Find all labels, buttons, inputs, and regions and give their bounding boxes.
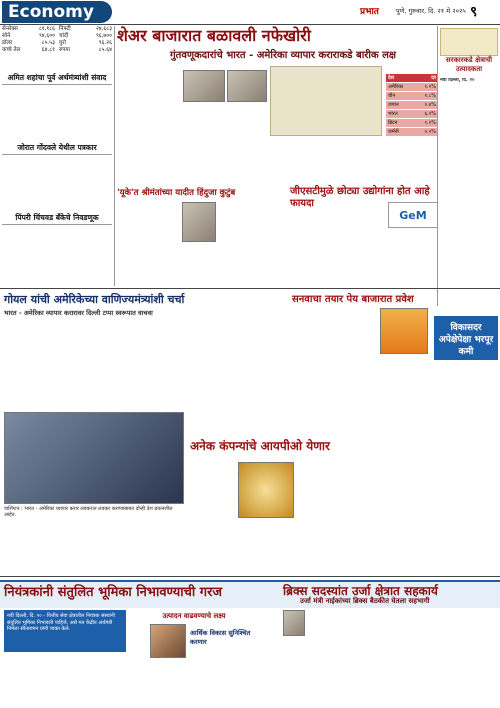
- market-label: रुपया: [59, 47, 71, 53]
- market-summary: [2, 26, 112, 70]
- left-h1: अमित शहांचा पूर्व अर्थमंत्र्यांशी संवाद: [2, 72, 112, 85]
- market-label: सोने: [2, 33, 11, 39]
- gem-logo: GeM: [388, 202, 438, 228]
- left-body-1: [2, 85, 112, 140]
- market-value: २४,६८३: [95, 26, 112, 32]
- goyal-body-2: [78, 318, 148, 408]
- drink-headline: सनवाचा तयार पेय बाजारात प्रवेश: [292, 294, 414, 305]
- table-row: [386, 83, 438, 92]
- gst-headline: जीएसटीमुळे छोट्या उद्योगांना होत आहे फायदा: [290, 186, 430, 209]
- column-rule: [114, 26, 115, 286]
- market-label: चांदी: [59, 33, 69, 39]
- right-top-photo: [440, 28, 498, 56]
- main-headline: शेअर बाजारात बळावली नफेखोरी: [117, 26, 311, 45]
- hinduja-photo: [182, 202, 216, 242]
- goyal-body-1: [4, 318, 74, 408]
- goyal-body-3: [152, 318, 222, 408]
- table-cell: जर्मनी: [388, 129, 399, 135]
- main-subheadline: गुंतवणूकदारांचे भारत - अमेरिका व्यापार कराराकडे बारीक लक्ष: [170, 50, 397, 61]
- column-rule: [437, 26, 438, 306]
- table-header: [386, 74, 438, 83]
- market-value: ६४.८१: [41, 47, 55, 53]
- table-cell: ब्रिटन: [388, 120, 398, 126]
- table-cell: १.८%: [424, 93, 436, 99]
- table-cell: भारत: [388, 111, 398, 117]
- table-cell: १.२%: [424, 84, 436, 90]
- bottom-right-photo: [283, 610, 305, 636]
- drink-body: [292, 308, 378, 418]
- anchor-intro: नवी दिल्ली, दि. २० - वित्तीय सेवा क्षेत्रातील नियंत्रक संस्थांनी संतुलित भूमिका निभावली पाहिजे, असे मत केंद्रीय अर्थमंत्री निर्मला सीतारामन यांनी व्यक्त केले.: [4, 610, 126, 652]
- hinduja-body: [117, 202, 179, 282]
- growth-body: [434, 364, 498, 574]
- market-label: युरो: [59, 40, 66, 46]
- table-cell: जपान: [388, 102, 399, 108]
- market-label: डॉलर: [2, 40, 13, 46]
- center-body-1: [117, 66, 179, 178]
- brand-logo: प्रभात: [360, 7, 379, 17]
- bottom-left-headline: नियंत्रकांनी संतुलित भूमिका निभावण्याची गरज: [4, 585, 223, 600]
- rate-table: [386, 74, 438, 137]
- bottom-anchor-story: [4, 610, 126, 696]
- market-row: [2, 26, 112, 33]
- ipo-photo: [238, 462, 294, 518]
- left-h2: जोरात गोंदवले येथील पत्रकार: [2, 142, 112, 155]
- ipo-body-2: [298, 462, 362, 574]
- gst-body: [290, 212, 386, 292]
- goyal-subheadline: भारत - अमेरिका व्यापार करारावर दिल्ली टप्पा स्वरूपात वाचवा: [4, 309, 153, 317]
- minister-photo: [150, 624, 186, 658]
- market-label: निफ्टी: [59, 26, 71, 32]
- table-header-cell: देश: [388, 75, 395, 81]
- table-header-cell: दर: [431, 75, 436, 81]
- market-label: सेन्सेक्स: [2, 26, 18, 32]
- table-cell: अमेरिका: [388, 84, 404, 90]
- edition-date: पुणे, गुरुवार, दि. २१ मे २०२५: [396, 7, 466, 15]
- market-value: ९६.२६: [98, 40, 112, 46]
- market-cell: [2, 33, 55, 40]
- market-row: [2, 33, 112, 40]
- right-top-lead: नवी दिल्ली, दि. २०: [440, 78, 475, 83]
- table-cell: चीन: [388, 93, 396, 99]
- bottom-right-body-1: [308, 610, 396, 702]
- table-cell: ६.२%: [424, 111, 436, 117]
- market-value: ८१,१८६: [38, 26, 55, 32]
- left-col: [2, 72, 112, 259]
- table-cell: ०.४%: [424, 102, 436, 108]
- row-rule: [0, 576, 500, 577]
- market-cell: [2, 47, 55, 54]
- bottom-mid-subheadline: आर्थिक विकास सुनिश्चित करणार: [190, 629, 251, 646]
- left-body-2: [2, 155, 112, 210]
- left-h3: पिंपरी चिंचवड बँकेचे निवडणूक: [2, 212, 112, 225]
- beige-info-box: [270, 66, 382, 136]
- goyal-body-4: [226, 318, 284, 408]
- market-cell: [2, 26, 55, 33]
- table-row: [386, 119, 438, 128]
- market-cell: [2, 40, 55, 47]
- market-cell: [59, 47, 112, 54]
- ipo-body-1: [190, 462, 236, 574]
- ipo-body-3: [366, 462, 430, 574]
- bottom-mid-headline: उत्पादन वाढवण्याचे लक्ष्य: [162, 612, 226, 620]
- bottom-right-body-2: [400, 610, 498, 702]
- left-body-3: [2, 225, 112, 259]
- market-cell: [59, 26, 112, 33]
- market-value: ९४,६००: [38, 33, 55, 39]
- section-title: Economy: [2, 1, 112, 23]
- table-row: [386, 92, 438, 101]
- market-row: [2, 47, 112, 54]
- market-value: ९६,७००: [95, 33, 112, 39]
- right-top-headline: सरकारकडे क्षेत्राची उत्पादकता: [445, 56, 493, 73]
- table-row: [386, 101, 438, 110]
- row-rule: [0, 288, 500, 289]
- bottom-right-subheadline: उर्जा मंत्री नाईकांच्या ब्रिक्स बैठकीत घेतला सहभागी: [300, 597, 430, 605]
- right-top-body: [440, 78, 498, 228]
- drink-photo: [380, 308, 428, 354]
- bottom-mid-body: [134, 662, 274, 702]
- market-row: [2, 40, 112, 47]
- goyal-caption: वाशिंग्टन : भारत - अमेरिका व्यापार करार लवकरात लवकर करण्याबाबत दोन्ही देश प्रयत्नशील आहेत.: [4, 506, 173, 519]
- market-label: कच्चे तेल: [2, 47, 21, 53]
- goyal-photo: [4, 412, 184, 504]
- market-value: ८५.५३: [41, 40, 55, 46]
- page-number: ९: [470, 4, 478, 20]
- table-cell: ०.२%: [424, 129, 436, 135]
- masthead-rule: [0, 24, 500, 25]
- market-cell: [59, 40, 112, 47]
- masthead: [0, 0, 500, 24]
- table-row: [386, 128, 438, 137]
- market-value: ८५.६४: [98, 47, 112, 53]
- hinduja-headline: 'यूके'त श्रीमंतांच्या यादीत हिंदुजा कुटुंब: [117, 188, 236, 198]
- table-row: [386, 110, 438, 119]
- table-cell: १.१%: [424, 120, 436, 126]
- hinduja-body-2: [220, 202, 276, 282]
- market-cell: [59, 33, 112, 40]
- goyal-headline: गोयल यांची अमेरिकेच्या वाणिज्यमंत्र्यांशी चर्चा: [4, 293, 185, 306]
- market-photo: [183, 70, 225, 102]
- ipo-headline: अनेक कंपन्यांचे आयपीओ येणार: [190, 439, 330, 453]
- market-photo-2: [227, 70, 267, 102]
- bottom-right-headline: ब्रिक्स सदस्यांत उर्जा क्षेत्रात सहकार्य: [283, 584, 438, 598]
- anchor-body: [4, 654, 126, 698]
- growth-rate-box: विकासदर अपेक्षेपेक्षा भरपूर कमी: [434, 316, 498, 360]
